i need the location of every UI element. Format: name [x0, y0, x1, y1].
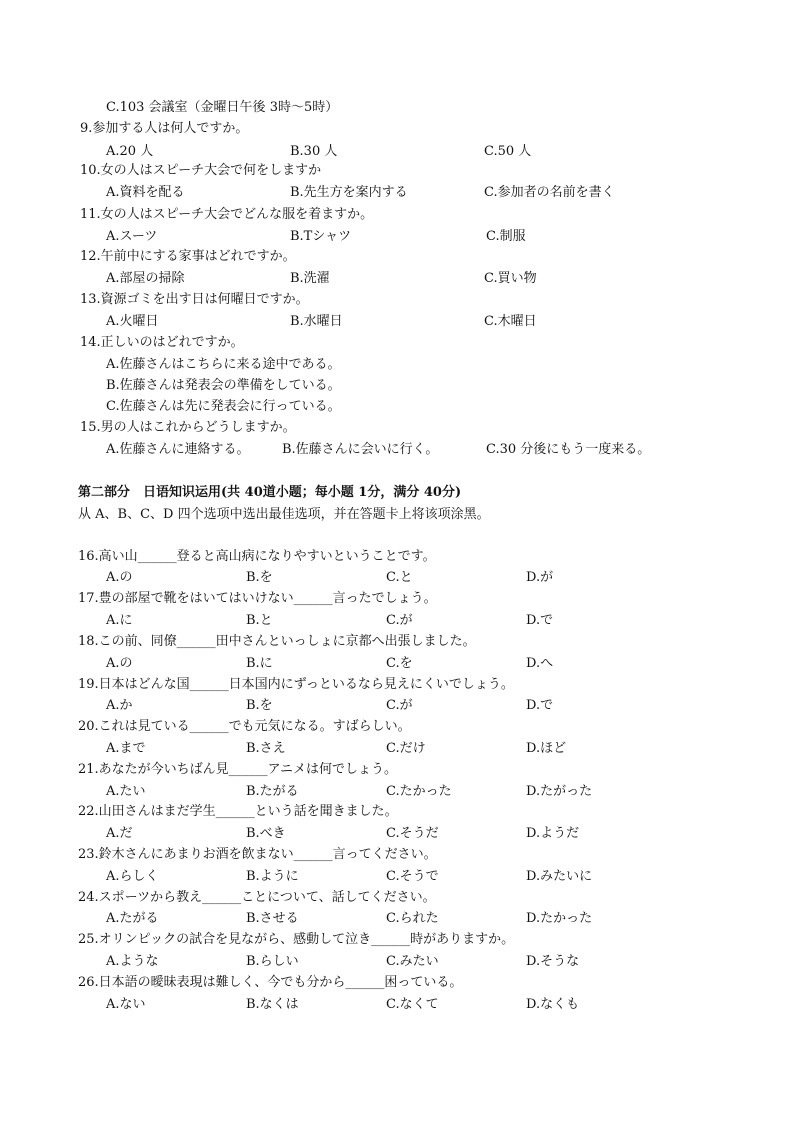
question-16-option-a: A.の [106, 570, 133, 585]
question-11-option-a: A.スーツ [106, 229, 158, 244]
question-20-stem: 20.これは見ている______でも元気になる。すばらしい。 [78, 719, 411, 734]
question-9-option-a: A.20 人 [106, 144, 154, 159]
question-17-option-c: C.が [386, 613, 413, 628]
question-12-stem: 12.午前中にする家事はどれですか。 [80, 249, 296, 264]
question-20-option-c: C.だけ [386, 741, 426, 756]
question-24-stem: 24.スポーツから教え______ことについて、話してください。 [78, 890, 436, 905]
question-17-option-a: A.に [106, 613, 133, 628]
question-26-option-d: D.なくも [526, 997, 580, 1012]
question-11-stem: 11.女の人はスピーチ大会でどんな服を着ますか。 [80, 207, 374, 222]
question-13-option-a: A.火曜日 [106, 314, 159, 329]
question-25-option-c: C.みたい [386, 954, 439, 969]
question-19-option-b: B.を [246, 698, 273, 713]
question-22-option-a: A.だ [106, 826, 133, 841]
question-15-option-b: B.佐藤さんに会いに行く。 [282, 442, 439, 457]
question-26-stem: 26.日本語の曖昧表現は難しく、今でも分から______困っている。 [78, 975, 463, 990]
question-10-option-c: C.参加者の名前を書く [484, 185, 615, 200]
section-2-title: 第二部分 日语知识运用(共 40道小题；每小题 1分，满分 40分) [78, 485, 462, 500]
question-14-stem: 14.正しいのはどれですか。 [80, 335, 244, 350]
question-19-option-a: A.か [106, 698, 133, 713]
question-12-option-c: C.買い物 [484, 271, 537, 286]
question-14-option-a: A.佐藤さんはこちらに来る途中である。 [106, 357, 341, 372]
question-14-option-c: C.佐藤さんは先に発表会に行っている。 [106, 399, 341, 414]
section-2-instruction: 从 A、B、C、D 四个选项中选出最佳选项，并在答题卡上将该项涂黑。 [78, 507, 490, 522]
question-23-stem: 23.鈴木さんにあまりお酒を飲まない______言ってください。 [78, 847, 437, 862]
question-11-option-b: B.Tシャツ [290, 229, 352, 244]
question-18-option-d: D.へ [526, 656, 554, 671]
question-23-option-b: B.ように [246, 869, 299, 884]
question-19-option-d: D.で [526, 698, 554, 713]
question-22-option-d: D.ようだ [526, 826, 580, 841]
question-19-option-c: C.が [386, 698, 413, 713]
question-9-option-b: B.30 人 [290, 144, 338, 159]
question-25-option-b: B.らしい [246, 954, 299, 969]
question-14-option-b: B.佐藤さんは発表会の準備をしている。 [106, 378, 341, 393]
question-17-stem: 17.豊の部屋で靴をはいてはいけない______言ったでしょう。 [78, 591, 437, 606]
question-12-option-b: B.洗濯 [290, 271, 330, 286]
question-23-option-d: D.みたいに [526, 869, 593, 884]
question-16-stem: 16.高い山______登ると高山病になりやすいということです。 [78, 549, 436, 564]
question-18-option-c: C.を [386, 656, 413, 671]
question-20-option-b: B.さえ [246, 741, 286, 756]
question-18-option-b: B.に [246, 656, 273, 671]
question-13-option-b: B.水曜日 [290, 314, 343, 329]
question-21-option-b: B.たがる [246, 784, 299, 799]
question-15-option-a: A.佐藤さんに連絡する。 [106, 442, 250, 457]
question-17-option-b: B.と [246, 613, 273, 628]
question-25-stem: 25.オリンピックの試合を見ながら、感動して泣き______時がありますか。 [78, 932, 515, 947]
question-26-option-a: A.ない [106, 997, 146, 1012]
question-13-stem: 13.資源ゴミを出す日は何曜日ですか。 [80, 292, 309, 307]
question-18-stem: 18.この前、同僚______田中さんといっしょに京都へ出張しました。 [78, 634, 476, 649]
question-22-stem: 22.山田さんはまだ学生______という話を聞きました。 [78, 804, 398, 819]
question-10-option-b: B.先生方を案内する [290, 185, 408, 200]
question-17-option-d: D.で [526, 613, 554, 628]
question-12-option-a: A.部屋の掃除 [106, 271, 185, 286]
question-26-option-c: C.なくて [386, 997, 439, 1012]
question-21-option-d: D.たがった [526, 784, 593, 799]
question-20-option-a: A.まで [106, 741, 146, 756]
question-9-option-c: C.50 人 [484, 144, 532, 159]
question-21-option-a: A.たい [106, 784, 146, 799]
question-24-option-b: B.させる [246, 911, 299, 926]
question-16-option-c: C.と [386, 570, 413, 585]
question-10-stem: 10.女の人はスピーチ大会で何をしますか [80, 163, 322, 178]
question-10-option-a: A.資料を配る [106, 185, 185, 200]
question-16-option-d: D.が [526, 570, 554, 585]
question-15-option-c: C.30 分後にもう一度来る。 [486, 442, 651, 457]
question-16-option-b: B.を [246, 570, 273, 585]
question-18-option-a: A.の [106, 656, 133, 671]
question-23-option-a: A.らしく [106, 869, 159, 884]
question-24-option-a: A.たがる [106, 911, 159, 926]
question-21-option-c: C.たかった [386, 784, 452, 799]
question-24-option-d: D.たかった [526, 911, 593, 926]
question-25-option-d: D.そうな [526, 954, 580, 969]
question-11-option-c: C.制服 [486, 229, 526, 244]
question-26-option-b: B.なくは [246, 997, 299, 1012]
question-25-option-a: A.ような [106, 954, 159, 969]
question-13-option-c: C.木曜日 [484, 314, 537, 329]
question-22-option-b: B.べき [246, 826, 286, 841]
question-22-option-c: C.そうだ [386, 826, 439, 841]
question-24-option-c: C.られた [386, 911, 439, 926]
question-20-option-d: D.ほど [526, 741, 567, 756]
question-9-stem: 9.参加する人は何人ですか。 [80, 121, 249, 136]
question-19-stem: 19.日本はどんな国______日本国内にずっといるなら見えにくいでしょう。 [78, 677, 514, 692]
question-23-option-c: C.そうで [386, 869, 439, 884]
question-21-stem: 21.あなたが今いちばん見______アニメは何でしょう。 [78, 762, 398, 777]
question-15-stem: 15.男の人はこれからどうしますか。 [80, 420, 296, 435]
q8-option-c: C.103 会議室（金曜日午後 3時～5時） [106, 100, 339, 115]
